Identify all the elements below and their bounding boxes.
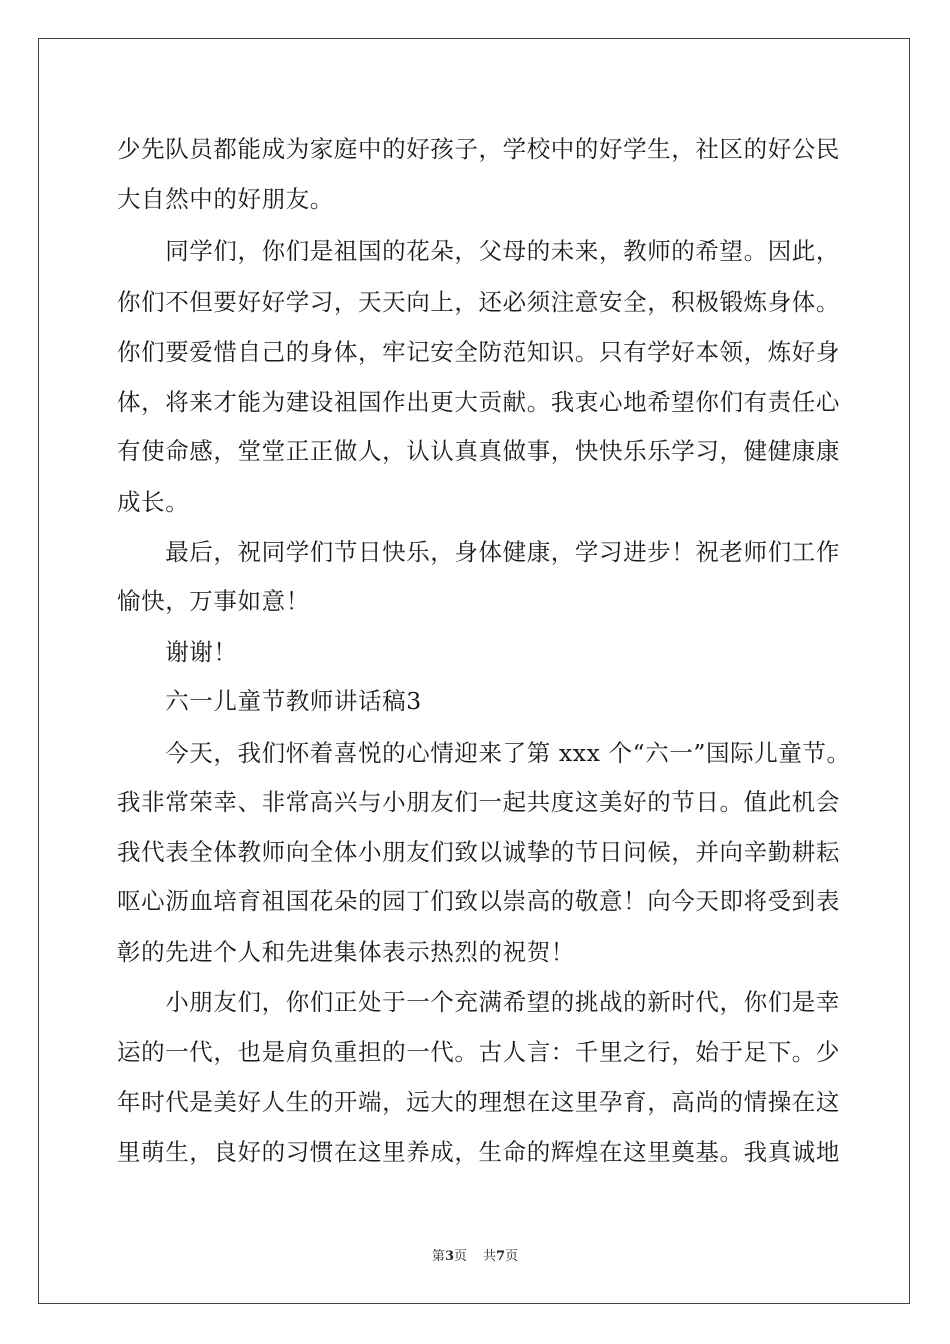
text-line: 小朋友们，你们正处于一个充满希望的挑战的新时代，你们是幸 xyxy=(117,988,840,1016)
total-prefix: 共 xyxy=(483,1249,497,1264)
text-line: 我非常荣幸、非常高兴与小朋友们一起共度这美好的节日。值此机会 xyxy=(117,788,840,816)
page-suffix: 页 xyxy=(453,1249,467,1264)
page-current: 3 xyxy=(444,1249,454,1264)
text-line: 你们要爱惜自己的身体，牢记安全防范知识。只有学好本领，炼好身 xyxy=(117,338,840,366)
text-line: 同学们，你们是祖国的花朵，父母的未来，教师的希望。因此， xyxy=(117,237,840,265)
text-line: 有使命感，堂堂正正做人，认认真真做事，快快乐乐学习，健健康康 xyxy=(117,437,840,465)
page-footer xyxy=(0,1249,950,1265)
text-line: 成长。 xyxy=(117,488,190,516)
text-line: 谢谢！ xyxy=(117,638,238,666)
text-line: 今天，我们怀着喜悦的心情迎来了第 xxx 个“六一”国际儿童节。 xyxy=(117,739,851,767)
page-total: 7 xyxy=(496,1249,506,1264)
text-line: 愉快，万事如意！ xyxy=(117,587,310,615)
page-prefix: 第 xyxy=(431,1249,445,1264)
total-suffix: 页 xyxy=(505,1249,519,1264)
text-line: 体，将来才能为建设祖国作出更大贡献。我衷心地希望你们有责任心 xyxy=(117,388,840,416)
text-line: 里萌生，良好的习惯在这里养成，生命的辉煌在这里奠基。我真诚地 xyxy=(117,1138,840,1166)
text-line: 年时代是美好人生的开端，远大的理想在这里孕育，高尚的情操在这 xyxy=(117,1088,840,1116)
text-line: 彰的先进个人和先进集体表示热烈的祝贺！ xyxy=(117,938,575,966)
text-line: 呕心沥血培育祖国花朵的园丁们致以崇高的敬意！向今天即将受到表 xyxy=(117,887,840,915)
text-line: 运的一代，也是肩负重担的一代。古人言：千里之行，始于足下。少 xyxy=(117,1038,840,1066)
section-heading: 六一儿童节教师讲话稿3 xyxy=(117,687,422,715)
text-line: 你们不但要好好学习，天天向上，还必须注意安全，积极锻炼身体。 xyxy=(117,288,840,316)
text-line: 大自然中的好朋友。 xyxy=(117,185,334,213)
text-line: 我代表全体教师向全体小朋友们致以诚挚的节日问候，并向辛勤耕耘 xyxy=(117,838,840,866)
text-line: 最后，祝同学们节日快乐，身体健康，学习进步！祝老师们工作 xyxy=(117,538,840,566)
text-line: 少先队员都能成为家庭中的好孩子，学校中的好学生，社区的好公民 xyxy=(117,135,840,163)
